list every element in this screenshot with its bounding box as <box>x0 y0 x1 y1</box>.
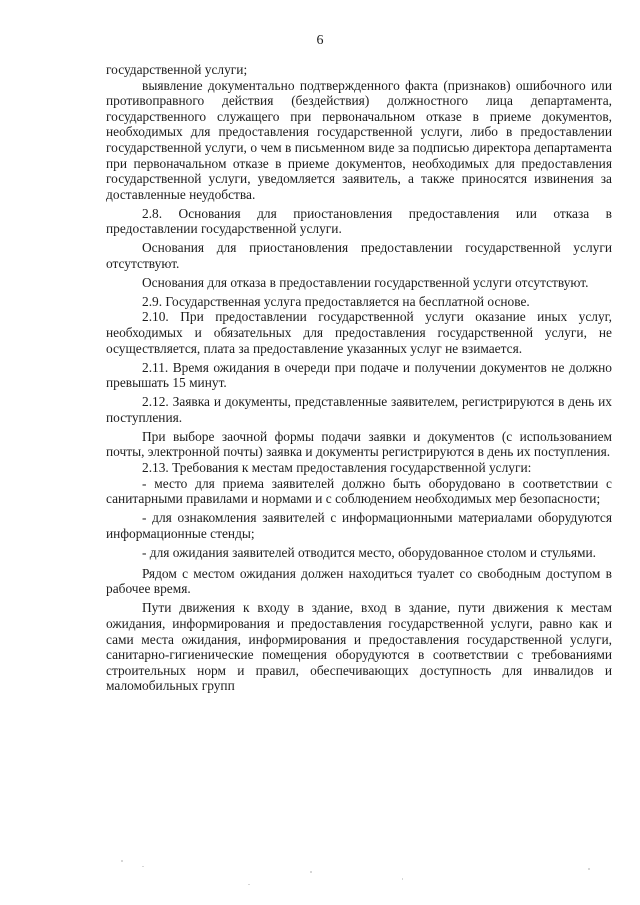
paragraph-reception-place: - место для приема заявителей должно быть оборудовано в соответствии с санитарными правилами и нормами и с соблюдением необходимых мер безопасности; <box>106 475 612 507</box>
scan-speck <box>142 866 144 867</box>
paragraph-toilet: Рядом с местом ожидания должен находиться туалет со свободным доступом в рабочее время. <box>106 565 612 597</box>
paragraph-section-2-10: 2.10. При предоставлении государственной услуги оказание иных услуг, необходимых и обязательных для предоставления государственной услуги, не осуществляется, плата за предоставление указанных услуг не взимается. <box>106 309 612 356</box>
document-body <box>106 62 612 694</box>
paragraph-section-2-8: 2.8. Основания для приостановления предоставления или отказа в предоставлении государственной услуги. <box>106 205 612 237</box>
paragraph-refusal-grounds: Основания для отказа в предоставлении государственной услуги отсутствуют. <box>142 274 589 290</box>
paragraph-section-2-11: 2.11. Время ожидания в очереди при подаче и получении документов не должно превышать 15 минут. <box>106 359 612 391</box>
paragraph-continuation: государственной услуги; <box>106 62 248 77</box>
paragraph-suspension-grounds: Основания для приостановления предоставлении государственной услуги отсутствуют. <box>106 240 612 271</box>
scan-speck <box>121 860 123 862</box>
scan-speck <box>588 868 590 870</box>
paragraph-section-2-12: 2.12. Заявка и документы, представленные заявителем, регистрируются в день их поступления. <box>106 394 612 425</box>
page-number: 6 <box>316 33 324 48</box>
paragraph-section-2-9: 2.9. Государственная услуга предоставляется на бесплатной основе. <box>142 293 530 309</box>
paragraph-info-stands: - для ознакомления заявителей с информационными материалами оборудуются информационные стенды; <box>106 510 612 541</box>
scan-speck <box>402 878 403 880</box>
scan-speck <box>310 871 312 873</box>
paragraph-remote-submission: При выборе заочной формы подачи заявки и документов (с использованием почты, электронной почты) заявка и документы регистрируются в день их поступления. <box>106 428 612 460</box>
paragraph-violation-detection: выявление документально подтвержденного факта (признаков) ошибочного или противоправного действия (бездействия) должностного лица департамента, государственного служащего при первоначальном отказе в приеме документов, необходимых для предоставления государственной услуги, либо в предоставлении государственной услуги, о чем в письменном виде за подписью директора департамента при первоначальном отказе в приеме документов, необходимых для предоставления государственной услуги, уведомляется заявитель, а также приносятся извинения за доставленные неудобства. <box>106 77 612 202</box>
paragraph-accessibility: Пути движения к входу в здание, вход в здание, пути движения к местам ожидания, информирования и предоставления государственной услуги, равно как и сами места ожидания, информирования и предоставления государственной услуги, санитарно-гигиенические помещения оборудуются в соответствии с требованиями строительных норм и правил, обеспечивающих доступность для инвалидов и маломобильных групп <box>106 600 612 694</box>
paragraph-waiting-place: - для ожидания заявителей отводится место, оборудованное столом и стульями. <box>142 544 597 560</box>
paragraph-section-2-13: 2.13. Требования к местам предоставления государственной услуги: <box>142 459 532 475</box>
scan-speck <box>248 884 250 885</box>
